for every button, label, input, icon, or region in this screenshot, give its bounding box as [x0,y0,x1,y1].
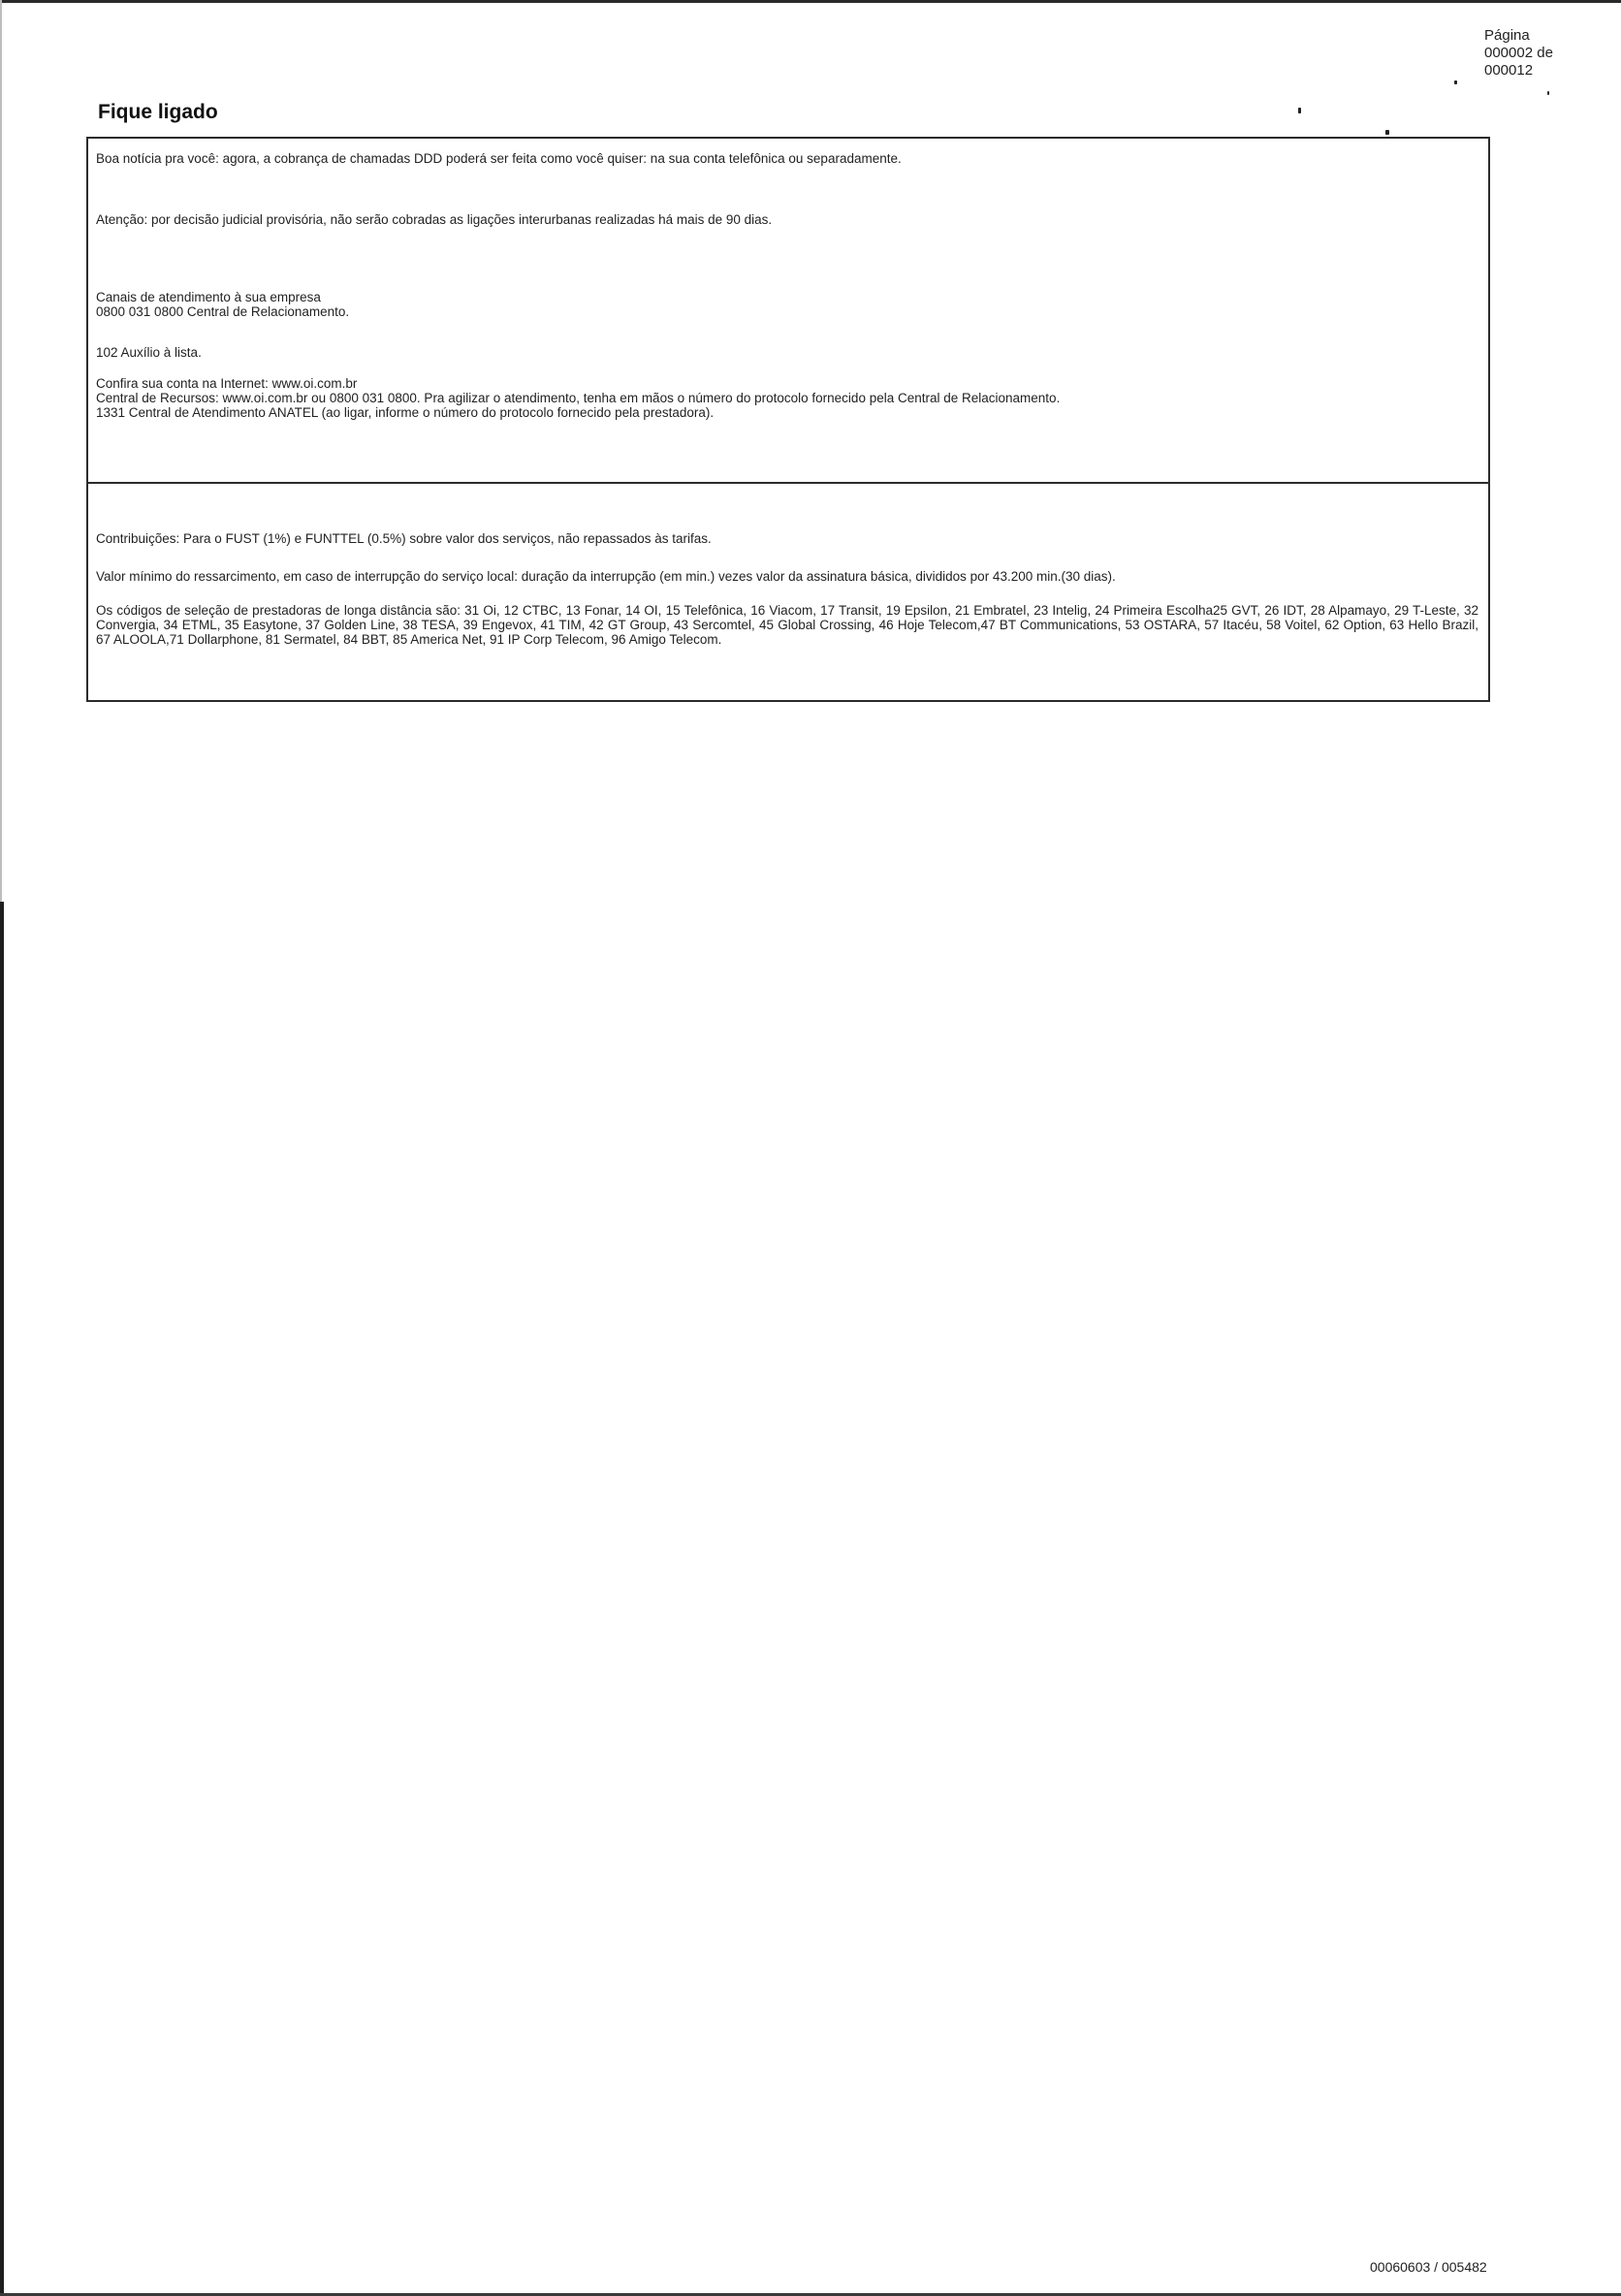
section-title: Fique ligado [98,101,218,123]
document-reference: 00060603 / 005482 [1370,2259,1487,2275]
anatel-center: 1331 Central de Atendimento ANATEL (ao ligar, informe o número do protocolo fornecido pela prestadora). [96,405,715,420]
court-decision-notice: Atenção: por decisão judicial provisória, não serão cobradas as ligações interurbanas realizadas há mais de 90 dias. [96,212,773,227]
refund-minimum-text: Valor mínimo do ressarcimento, em caso de interrupção do serviço local: duração da interrupção (em min.) vezes valor da assinatura básica, divididos por 43.200 min.(30 dias). [96,569,1116,584]
page-counter [1484,27,1553,80]
page-counter-total: 000012 [1484,62,1534,79]
scan-speck [1385,130,1389,135]
scan-speck [1454,80,1457,84]
scan-speck [1298,108,1301,113]
carrier-codes-text: Os códigos de seleção de prestadoras de longa distância são: 31 Oi, 12 CTBC, 13 Fonar, 14 OI, 15 Telefônica, 16 Viacom, 17 Transit, 19 Epsilon, 21 Embratel, 23 Intelig, 24 Primeira Escolha25 GVT, 26 IDT, 28 Alpamayo, 29 T-Leste, 32 Convergia, 34 ETML, 35 Easytone, 37 Golden Line, 38 TESA, 39 Engevox, 41 TIM, 42 GT Group, 43 Sercomtel, 45 Global Crossing, 46 Hoje Telecom,47 BT Communications, 53 OSTARA, 57 Itacéu, 58 Voitel, 62 Option, 63 Hello Brazil, 67 ALOOLA,71 Dollarphone, 81 Sermatel, 84 BBT, 85 America Net, 91 IP Corp Telecom, 96 Amigo Telecom. [96,603,1478,647]
directory-help: 102 Auxílio à lista. [96,345,202,360]
page-counter-current: 000002 de [1484,45,1553,61]
ddd-billing-notice: Boa notícia pra você: agora, a cobrança de chamadas DDD poderá ser feita como você quiser: na sua conta telefônica ou separadamente. [96,151,902,166]
legal-box [86,482,1490,702]
scan-edge-top [0,0,1621,3]
online-bill-link: Confira sua conta na Internet: www.oi.com.br [96,376,358,391]
page-counter-label: Página [1484,27,1530,44]
scan-speck [1547,91,1549,95]
channels-phone: 0800 031 0800 Central de Relacionamento. [96,304,350,319]
scan-edge-left-shadow [0,902,4,2296]
appeals-center: Central de Recursos: www.oi.com.br ou 0800 031 0800. Pra agilizar o atendimento, tenha em mãos o número do protocolo fornecido pela Central de Relacionamento. [96,391,1061,405]
contributions-text: Contribuições: Para o FUST (1%) e FUNTTEL (0.5%) sobre valor dos serviços, não repassados às tarifas. [96,531,712,546]
service-channels [96,290,1478,319]
notice-box [86,137,1490,484]
channels-heading: Canais de atendimento à sua empresa [96,290,321,304]
online-channels [96,376,1478,420]
